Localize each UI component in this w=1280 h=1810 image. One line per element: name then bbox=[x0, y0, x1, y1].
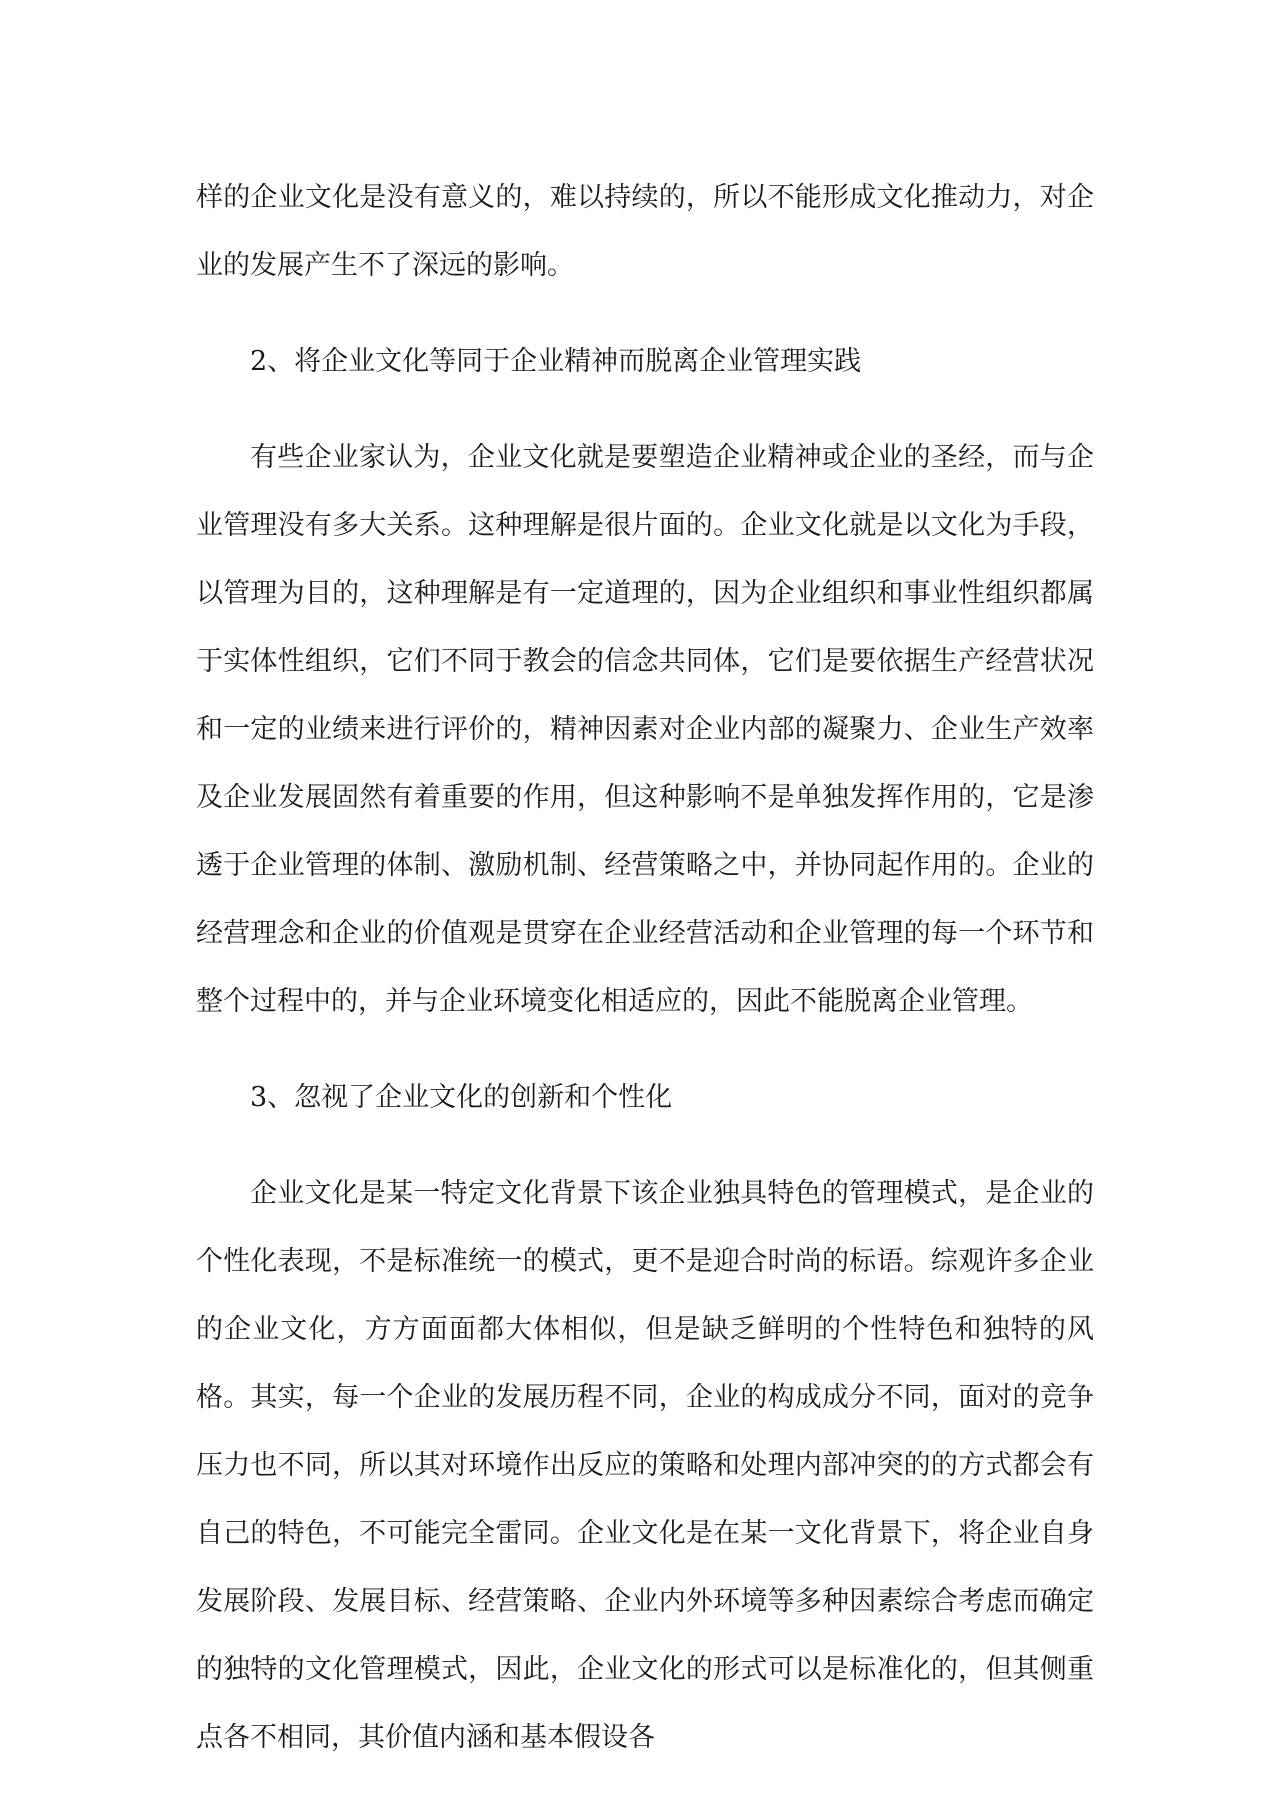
paragraph-body: 有些企业家认为，企业文化就是要塑造企业精神或企业的圣经，而与企业管理没有多大关系。这种理解是很片面的。企业文化就是以文化为手段，以管理为目的，这种理解是有一定道理的，因为企业组织和事业性组织都属于实体性组织，它们不同于教会的信念共同体，它们是要依据生产经营状况和一定的业绩来进行评价的，精神因素对企业内部的凝聚力、企业生产效率及企业发展固然有着重要的作用，但这种影响不是单独发挥作用的，它是渗透于企业管理的体制、激励机制、经营策略之中，并协同起作用的。企业的经营理念和企业的价值观是贯穿在企业经营活动和企业管理的每一个环节和整个过程中的，并与企业环境变化相适应的，因此不能脱离企业管理。 bbox=[196, 442, 1094, 1017]
section-heading-2: 2、将企业文化等同于企业精神而脱离企业管理实践 bbox=[250, 346, 862, 377]
paragraph-body: 企业文化是某一特定文化背景下该企业独具特色的管理模式，是企业的个性化表现，不是标准统一的模式，更不是迎合时尚的标语。综观许多企业的企业文化，方方面面都大体相似，但是缺乏鲜明的个性特色和独特的风格。其实，每一个企业的发展历程不同，企业的构成成分不同，面对的竞争压力也不同，所以其对环境作出反应的策略和处理内部冲突的的方式都会有自己的特色，不可能完全雷同。企业文化是在某一文化背景下，将企业自身发展阶段、发展目标、经营策略、企业内外环境等多种因素综合考虑而确定的独特的文化管理模式，因此，企业文化的形式可以是标准化的，但其侧重点各不相同，其价值内涵和基本假设各 bbox=[196, 1178, 1094, 1753]
paragraph-continuation: 样的企业文化是没有意义的，难以持续的，所以不能形成文化推动力，对企业的发展产生不了深远的影响。 bbox=[196, 182, 1094, 281]
document-body bbox=[196, 164, 1094, 1772]
section-heading-3: 3、忽视了企业文化的创新和个性化 bbox=[250, 1082, 673, 1113]
